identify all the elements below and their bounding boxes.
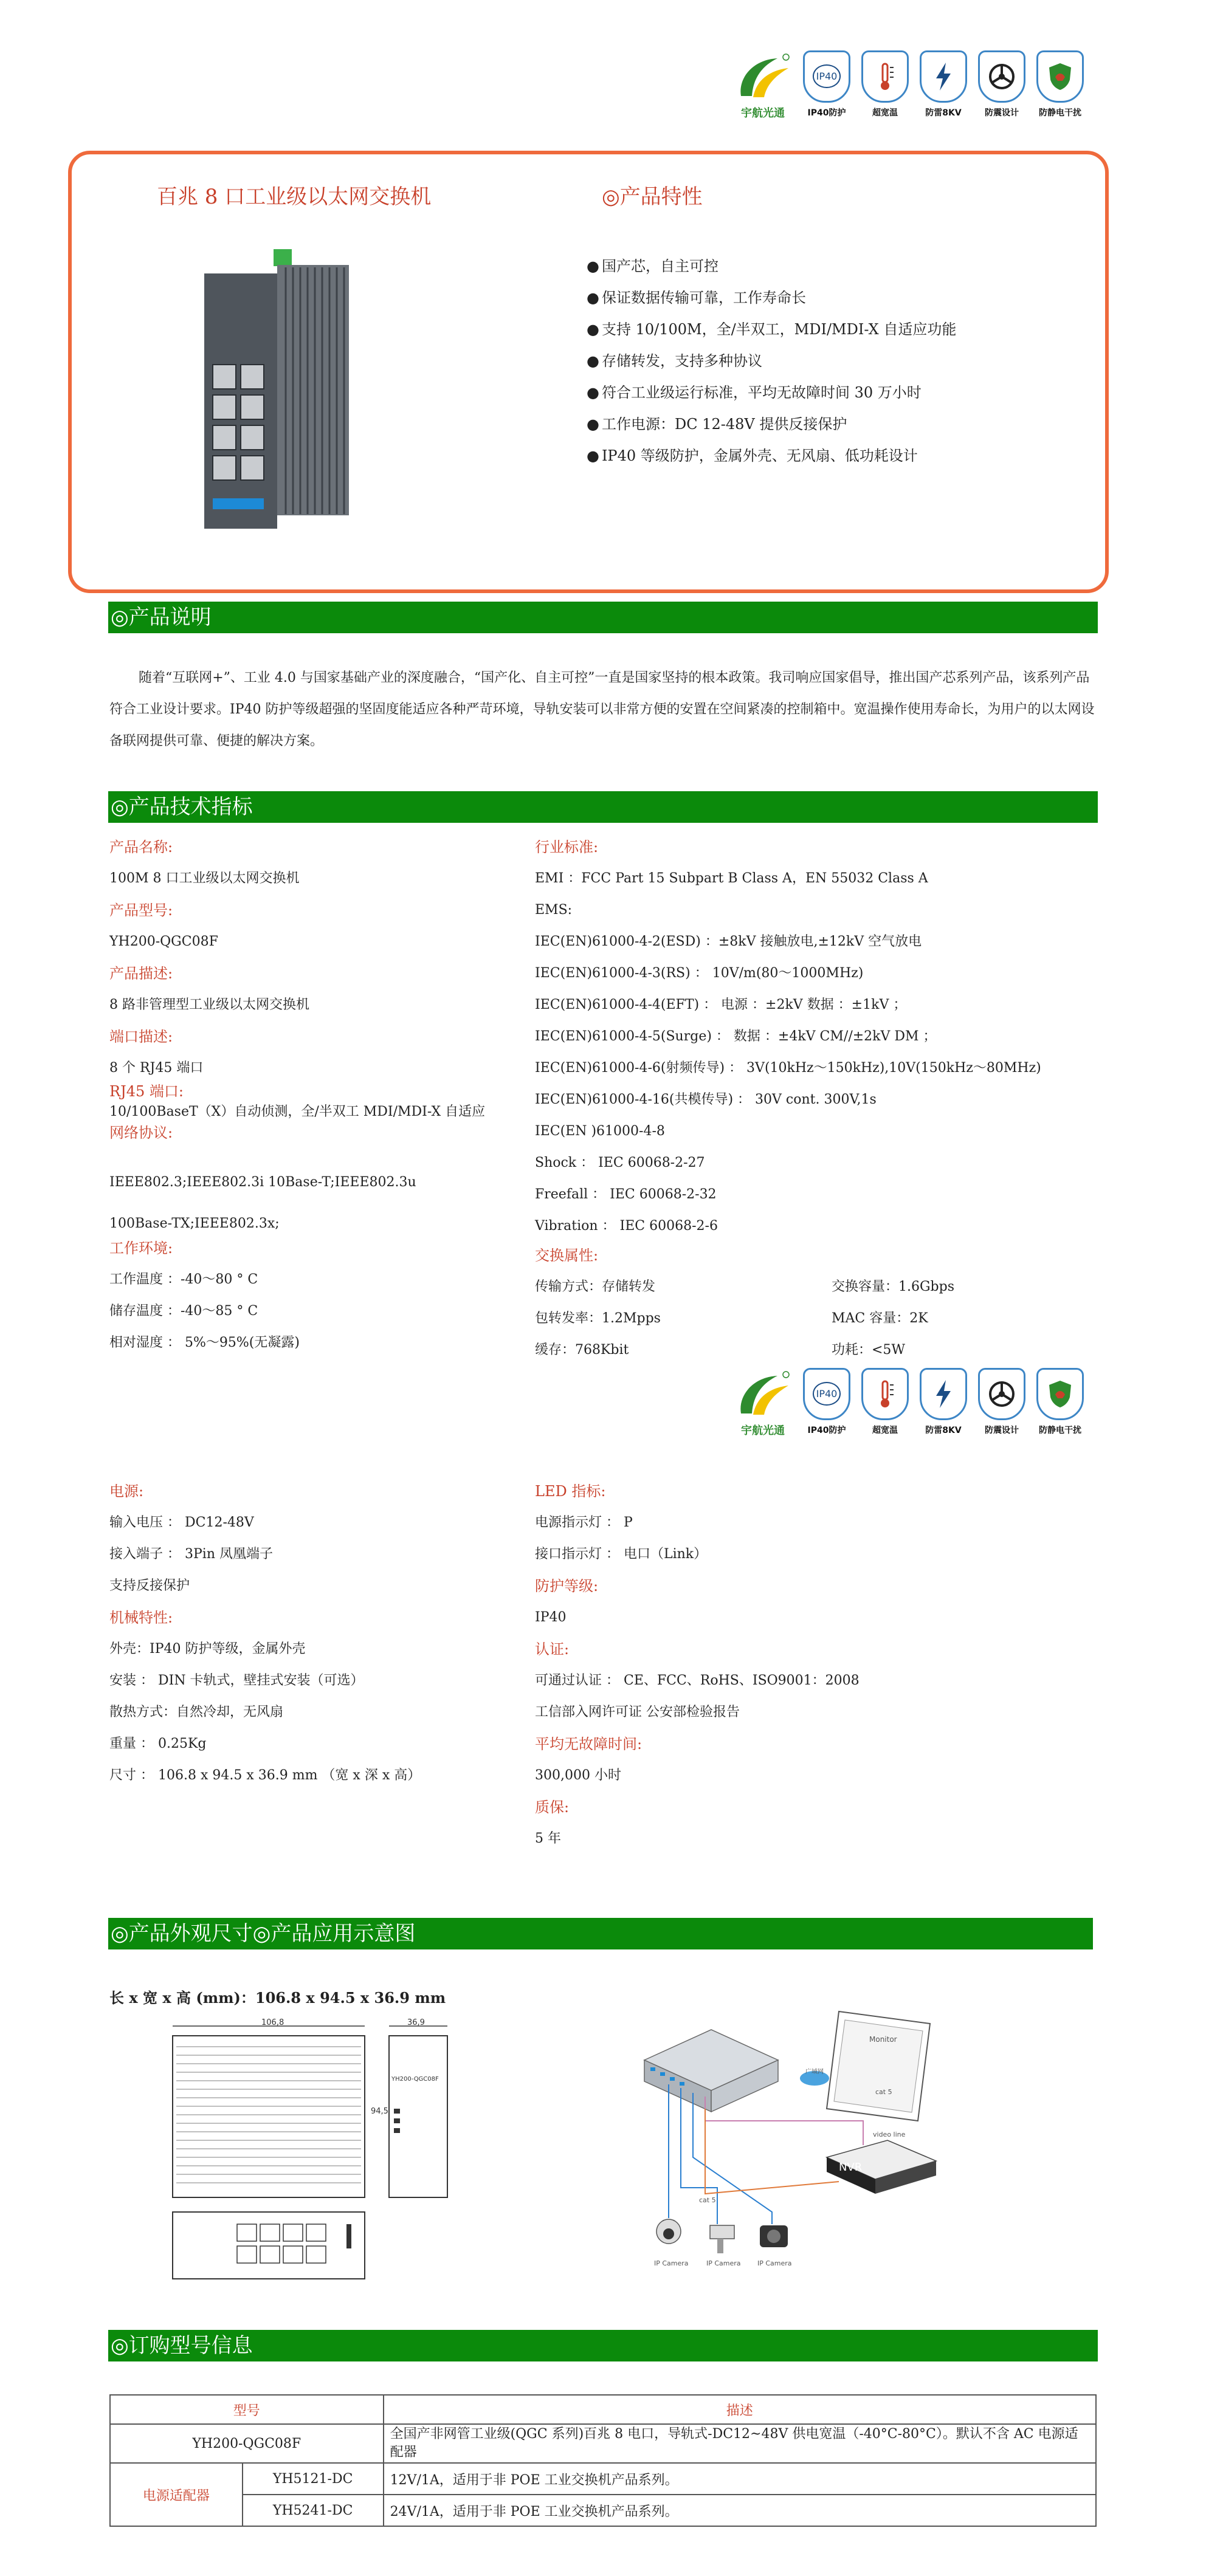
- badge-ip40: [802, 1368, 852, 1438]
- column-header-description: 描述: [384, 2395, 1096, 2424]
- spec-value: 300,000 小时: [535, 1768, 621, 1783]
- spec-value: 尺寸 ： 106.8 x 94.5 x 36.9 mm （宽 x 深 x 高）: [109, 1768, 421, 1783]
- spec-value: 输入电压 ： DC12-48V: [109, 1515, 254, 1530]
- section-order-heading: ◎订购型号信息: [108, 2330, 1098, 2361]
- spec-value: 交换容量：1.6Gbps: [832, 1279, 955, 1294]
- spec-value: 接口指示灯 ： 电口（Link）: [535, 1547, 708, 1562]
- shield-hand-icon: [1047, 61, 1073, 92]
- section-description-heading: ◎产品说明: [108, 602, 1098, 633]
- spec-value: YH200-QGC08F: [109, 934, 218, 949]
- spec-value: IEC(EN)61000-4-4(EFT) ： 电源 ：±2kV 数据 ：±1kV ；: [535, 997, 907, 1012]
- spec-label: 平均无故障时间:: [535, 1736, 643, 1753]
- spec-label: 产品描述:: [109, 965, 173, 982]
- spec-label: 网络协议:: [109, 1124, 173, 1141]
- brand-logo: [732, 1368, 793, 1438]
- feature-item: ● 存储转发，支持多种协议: [587, 349, 762, 370]
- spec-label: 防护等级:: [535, 1578, 599, 1595]
- badge-temperature: [860, 50, 910, 120]
- feature-item: ● 国产芯，自主可控: [587, 254, 718, 275]
- spec-value: IEC(EN)61000-4-16(共模传导) ： 30V cont. 300V,1s: [535, 1092, 877, 1107]
- section-dimensions-heading: ◎产品外观尺寸◎产品应用示意图: [108, 1918, 1093, 1949]
- feature-item: ● 保证数据传输可靠，工作寿命长: [587, 286, 806, 307]
- wan-cloud-label: 广域网: [805, 2069, 824, 2075]
- badge-label: 防震设计: [985, 108, 1019, 118]
- nvr-label: NVR: [839, 2161, 863, 2174]
- spec-label: 产品名称:: [109, 839, 173, 856]
- spec-value: 8 路非管理型工业级以太网交换机: [109, 997, 309, 1012]
- spec-value: 工信部入网许可证 公安部检验报告: [535, 1705, 740, 1720]
- ip-camera-label: IP Camera: [757, 2259, 792, 2267]
- description-cell: 全国产非网管工业级(QGC 系列)百兆 8 电口，导轨式-DC12~48V 供电宽温（-40°C-80°C）。默认不含 AC 电源适配器: [384, 2424, 1096, 2463]
- spec-value: 100Base-TX;IEEE802.3x;: [109, 1216, 280, 1231]
- ip40-icon: IP40: [813, 1382, 841, 1406]
- side-model-label: YH200-QGC08F: [391, 2076, 439, 2083]
- spec-label: 机械特性:: [109, 1609, 173, 1626]
- spec-value: 接入端子 ： 3Pin 凤凰端子: [109, 1547, 273, 1562]
- ip40-icon: IP40: [813, 64, 841, 88]
- thermometer-icon: [873, 1379, 897, 1409]
- spec-label: 质保:: [535, 1799, 570, 1816]
- order-table: [109, 2394, 1097, 2527]
- spec-value: IEC(EN)61000-4-5(Surge) ： 数据 ：±4kV CM//±2kV DM ；: [535, 1029, 937, 1044]
- badge-shockproof: [977, 50, 1027, 120]
- video-line-label: video line: [873, 2131, 906, 2138]
- width-dimension-mark: 106,8: [261, 2018, 284, 2027]
- spec-value: Freefall ： IEC 60068-2-32: [535, 1187, 717, 1202]
- badge-label: 防静电干扰: [1039, 108, 1081, 118]
- column-header-model: 型号: [110, 2395, 384, 2424]
- model-cell: YH200-QGC08F: [110, 2424, 384, 2463]
- badge-label: 超宽温: [872, 108, 898, 118]
- cat5-label-top: cat 5: [875, 2088, 892, 2096]
- description-text: 随着“互联网+”、工业 4.0 与国家基础产业的深度融合，“国产化、自主可控”一直是国家坚持的根本政策。我司响应国家倡导，推出国产芯系列产品，该系列产品符合工业设计要求。IP40 防护等级超强的坚固度能适应各种严苛环境，导轨安装可以非常方便的安置在空间紧凑的控制箱中。宽温操作使用寿命长，为用户的以太网设备联网提供可靠、便捷的解决方案。: [109, 670, 1095, 749]
- model-cell: YH5241-DC: [243, 2495, 384, 2526]
- badge-ip40: [802, 50, 852, 120]
- spec-value: 缓存：768Kbit: [535, 1342, 629, 1358]
- steering-wheel-icon: [987, 62, 1016, 91]
- switch-product-image: [201, 243, 353, 535]
- badge-temperature: [860, 1368, 910, 1438]
- spec-value: 支持反接保护: [109, 1578, 190, 1593]
- thermometer-icon: [873, 61, 897, 92]
- table-row: [110, 2495, 1096, 2526]
- brand-leaf-icon: [735, 53, 791, 102]
- badge-label: 防雷8KV: [925, 108, 962, 118]
- lightning-icon: [931, 1379, 956, 1409]
- badge-label: 防震设计: [985, 1425, 1019, 1435]
- badge-label: IP40防护: [807, 108, 846, 118]
- brand-logo: [732, 50, 793, 120]
- cat5-label-bottom: cat 5: [699, 2196, 716, 2204]
- ip-camera-label: IP Camera: [654, 2259, 689, 2267]
- spec-value: 8 个 RJ45 端口: [109, 1060, 204, 1076]
- model-cell: YH5121-DC: [243, 2463, 384, 2495]
- badge-label: 防雷8KV: [925, 1425, 962, 1435]
- spec-label: 电源:: [109, 1483, 144, 1500]
- monitor-label: Monitor: [869, 2035, 897, 2044]
- badge-shockproof: [977, 1368, 1027, 1438]
- ip-camera-label: IP Camera: [706, 2259, 741, 2267]
- badge-label: IP40防护: [807, 1425, 846, 1435]
- spec-value: EMI ：FCC Part 15 Subpart B Class A，EN 55032 Class A: [535, 871, 928, 886]
- features-title: ◎产品特性: [602, 185, 703, 209]
- spec-label: 行业标准:: [535, 839, 599, 856]
- feature-item: ● 支持 10/100M，全/半双工，MDI/MDI-X 自适应功能: [587, 317, 956, 338]
- spec-value: MAC 容量：2K: [832, 1311, 928, 1326]
- spec-value: IP40: [535, 1610, 567, 1625]
- product-title: 百兆 8 口工业级以太网交换机: [157, 185, 432, 209]
- spec-value: EMS:: [535, 902, 573, 918]
- dimension-drawing: [164, 2018, 492, 2285]
- spec-label: LED 指标:: [535, 1483, 606, 1500]
- spec-value: 传输方式：存储转发: [535, 1279, 656, 1294]
- spec-label: 产品型号:: [109, 902, 173, 919]
- badge-antistatic: [1035, 50, 1085, 120]
- spec-value: 储存温度 ：-40～85 ° C: [109, 1303, 258, 1319]
- table-row: [110, 2424, 1096, 2463]
- height-dimension-mark: 94,5: [371, 2107, 388, 2116]
- feature-item: ● 工作电源：DC 12-48V 提供反接保护: [587, 412, 847, 433]
- spec-value: 工作温度 ：-40～80 ° C: [109, 1272, 258, 1287]
- badge-label: 防静电干扰: [1039, 1425, 1081, 1435]
- spec-value: 100M 8 口工业级以太网交换机: [109, 871, 300, 886]
- badge-lightning: [918, 50, 968, 120]
- spec-value: 外壳：IP40 防护等级，金属外壳: [109, 1641, 306, 1657]
- spec-value: IEEE802.3;IEEE802.3i 10Base-T;IEEE802.3u: [109, 1175, 416, 1190]
- spec-value: 10/100BaseT（X）自动侦测，全/半双工 MDI/MDI-X 自适应: [109, 1104, 486, 1119]
- brand-leaf-icon: [735, 1371, 791, 1420]
- spec-label: 工作环境:: [109, 1240, 173, 1257]
- lightning-icon: [931, 61, 956, 92]
- brand-name: 宇航光通: [741, 106, 785, 120]
- steering-wheel-icon: [987, 1379, 1016, 1409]
- spec-value: IEC(EN)61000-4-2(ESD) ：±8kV 接触放电,±12kV 空气放电: [535, 934, 922, 949]
- adapter-group-label: 电源适配器: [110, 2463, 243, 2526]
- spec-label: 交换属性:: [535, 1247, 599, 1264]
- feature-item: ● 符合工业级运行标准，平均无故障时间 30 万小时: [587, 380, 922, 402]
- spec-value: 电源指示灯 ： P: [535, 1515, 633, 1530]
- section-specs-heading: ◎产品技术指标: [108, 791, 1098, 823]
- spec-value: IEC(EN )61000-4-8: [535, 1124, 665, 1139]
- table-header-row: [110, 2395, 1096, 2424]
- shield-hand-icon: [1047, 1379, 1073, 1409]
- badge-lightning: [918, 1368, 968, 1438]
- feature-item: ● IP40 等级防护，金属外壳、无风扇、低功耗设计: [587, 444, 918, 465]
- spec-value: IEC(EN)61000-4-6(射频传导) ： 3V(10kHz～150kHz),10V(150kHz～80MHz): [535, 1060, 1041, 1076]
- depth-dimension-mark: 36,9: [407, 2018, 425, 2027]
- application-diagram: [632, 2005, 948, 2309]
- spec-value: Shock ： IEC 60068-2-27: [535, 1155, 705, 1170]
- badge-antistatic: [1035, 1368, 1085, 1438]
- spec-label: 认证:: [535, 1641, 570, 1658]
- spec-label: RJ45 端口:: [109, 1083, 184, 1100]
- spec-value: 包转发率：1.2Mpps: [535, 1311, 661, 1326]
- spec-value: 相对湿度 ： 5%～95%(无凝露): [109, 1335, 300, 1350]
- dimensions-caption: 长 x 宽 x 高 (mm)：106.8 x 94.5 x 36.9 mm: [109, 1989, 446, 2007]
- spec-value: 功耗：<5W: [832, 1342, 906, 1358]
- spec-value: 安装 ： DIN 卡轨式，壁挂式安装（可选）: [109, 1673, 364, 1688]
- brand-name: 宇航光通: [741, 1424, 785, 1437]
- description-cell: 12V/1A，适用于非 POE 工业交换机产品系列。: [384, 2463, 1096, 2495]
- spec-value: 5 年: [535, 1831, 561, 1846]
- spec-label: 端口描述:: [109, 1028, 173, 1045]
- spec-value: IEC(EN)61000-4-3(RS) ： 10V/m(80～1000MHz): [535, 966, 864, 981]
- brand-logo-bar: [732, 1366, 1085, 1439]
- brand-logo-bar: [732, 49, 1085, 122]
- badge-label: 超宽温: [872, 1425, 898, 1435]
- spec-value: 可通过认证 ： CE、FCC、RoHS、ISO9001：2008: [535, 1673, 860, 1688]
- spec-value: 重量 ： 0.25Kg: [109, 1736, 207, 1751]
- table-row: [110, 2463, 1096, 2495]
- spec-value: 散热方式：自然冷却，无风扇: [109, 1705, 284, 1720]
- description-cell: 24V/1A，适用于非 POE 工业交换机产品系列。: [384, 2495, 1096, 2526]
- spec-value: Vibration ： IEC 60068-2-6: [535, 1218, 718, 1234]
